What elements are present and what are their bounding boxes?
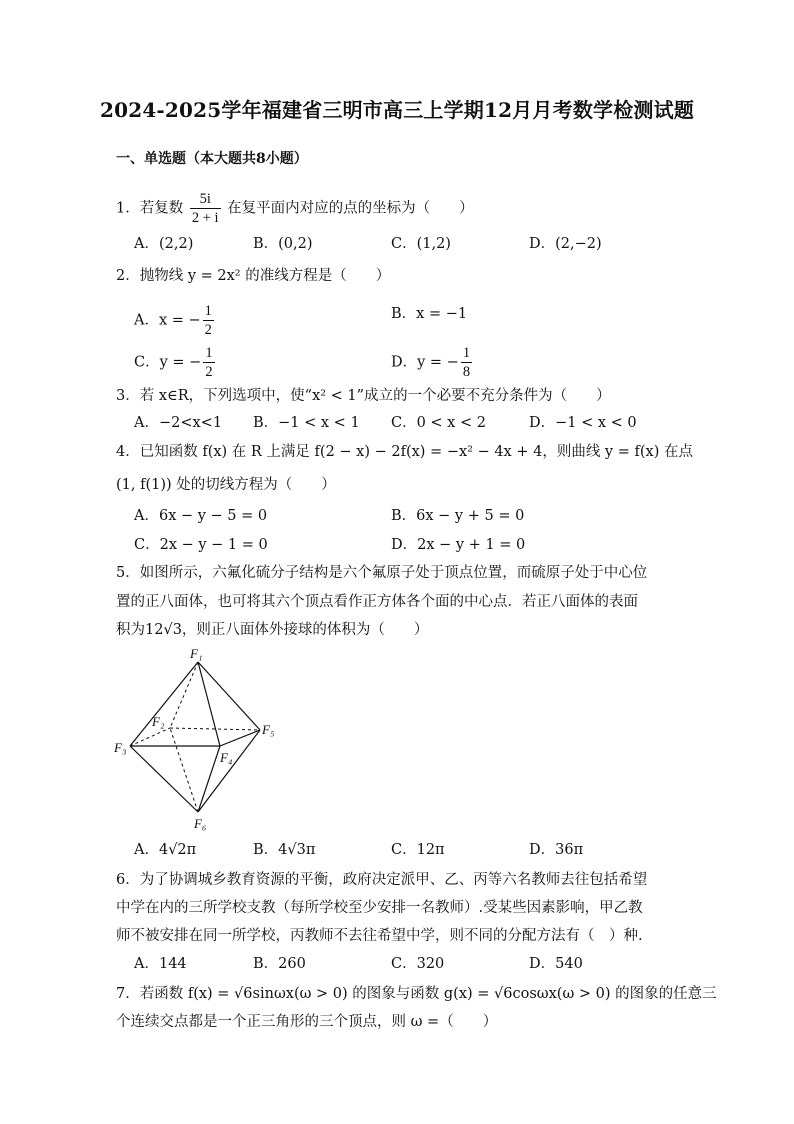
q5-option-a: A．4√2π [134,842,197,858]
q2-a-num: 1 [204,303,212,319]
question-6-line-1: 6．为了协调城乡教育资源的平衡，政府决定派甲、乙、丙等六名教师去往包括希望 [116,872,648,888]
q1-prefix: 1．若复数 [116,200,184,217]
page-title: 2024-2025学年福建省三明市高三上学期12月月考数学检测试题 [99,98,695,122]
question-3: 3．若 x∈R，下列选项中，使“x² < 1”成立的一个必要不充分条件为（ ） [116,388,611,404]
q2-option-d-frac [461,344,472,381]
question-4-line-1: 4．已知函数 f(x) 在 R 上满足 f(2 − x) − 2f(x) = −x² − 4x + 4，则曲线 y = f(x) 在点 [116,444,693,460]
q2-option-d-text: D．y = − [391,354,459,371]
q1-frac-num: 5i [190,190,221,209]
q2-d-den: 8 [462,364,471,380]
question-6-line-3: 师不被安排在同一所学校，丙教师不去往希望中学，则不同的分配方法有（ ）种. [116,928,643,944]
q6-option-b: B．260 [253,956,306,972]
question-5-line-1: 5．如图所示，六氟化硫分子结构是六个氟原子处于顶点位置，而硫原子处于中心位 [116,565,648,581]
q3-option-d: D．−1 < x < 0 [529,415,637,431]
question-7-line-2: 个连续交点都是一个正三角形的三个顶点，则 ω =（ ） [116,1014,498,1030]
q2-option-c [134,344,217,381]
label-f5: F₅ [262,722,275,737]
q2-option-b: B．x = −1 [391,306,468,322]
q6-option-a: A．144 [134,956,187,972]
q2-option-c-text: C．y = − [134,354,202,371]
q2-a-den: 2 [204,322,212,338]
question-5-line-2: 置的正八面体，也可将其六个顶点看作正方体各个面的中心点．若正八面体的表面 [116,594,638,610]
label-f4: F₄ [220,750,233,765]
q1-option-b: B．(0,2) [253,236,313,252]
question-1 [116,190,474,227]
q5-option-d: D．36π [529,842,584,858]
edge-f6-f3 [130,746,198,812]
q2-option-a [134,302,216,339]
q3-option-a: A．−2<x<1 [134,415,223,431]
question-5-line-3: 积为12√3，则正八面体外接球的体积为（ ） [116,622,429,638]
section-heading: 一、单选题（本大题共8小题） [116,151,308,167]
q1-frac-den: 2 + i [191,210,219,226]
question-2: 2．抛物线 y = 2x² 的准线方程是（ ） [116,268,391,284]
q4-option-c: C．2x − y − 1 = 0 [134,537,268,553]
q1-option-a: A．(2,2) [134,236,194,252]
q3-option-c: C．0 < x < 2 [391,415,486,431]
q1-fraction [190,190,221,227]
q1-option-c: C．(1,2) [391,236,451,252]
edge-f1-f2-hidden [170,662,198,728]
q6-option-d: D．540 [529,956,583,972]
edge-f6-f4 [198,746,220,812]
label-f1: F₁ [190,646,203,661]
q1-option-d: D．(2,−2) [529,236,602,252]
label-f6: F₆ [194,816,207,831]
edge-f3-f2-hidden [130,728,170,746]
q5-option-c: C．12π [391,842,445,858]
q3-option-b: B．−1 < x < 1 [253,415,360,431]
edge-f6-f2-hidden [170,728,198,812]
q1-suffix: 在复平面内对应的点的坐标为（ ） [227,200,474,217]
q4-option-d: D．2x − y + 1 = 0 [391,537,526,553]
q2-d-num: 1 [462,345,471,361]
q2-option-d [391,344,474,381]
octahedron-svg [112,644,292,834]
q6-option-c: C．320 [391,956,445,972]
q2-c-den: 2 [205,364,213,380]
question-6-line-2: 中学在内的三所学校支教（每所学校至少安排一名教师）.受某些因素影响，甲乙教 [116,900,643,916]
q2-c-num: 1 [205,345,213,361]
q2-option-a-text: A．x = − [134,312,201,329]
edge-f1-f3 [130,662,198,746]
label-f3: F₃ [114,740,127,755]
q2-option-c-frac [203,344,214,381]
question-4-line-2: (1, f(1)) 处的切线方程为（ ） [116,477,336,493]
q5-option-b: B．4√3π [253,842,316,858]
label-f2: F₂ [152,714,165,729]
question-7-line-1: 7．若函数 f(x) = √6sinωx(ω > 0) 的图象与函数 g(x) = √6cosωx(ω > 0) 的图象的任意三 [116,986,717,1002]
octahedron-figure [112,644,292,838]
q4-option-a: A．6x − y − 5 = 0 [134,508,268,524]
q4-option-b: B．6x − y + 5 = 0 [391,508,525,524]
q2-option-a-frac [203,302,214,339]
